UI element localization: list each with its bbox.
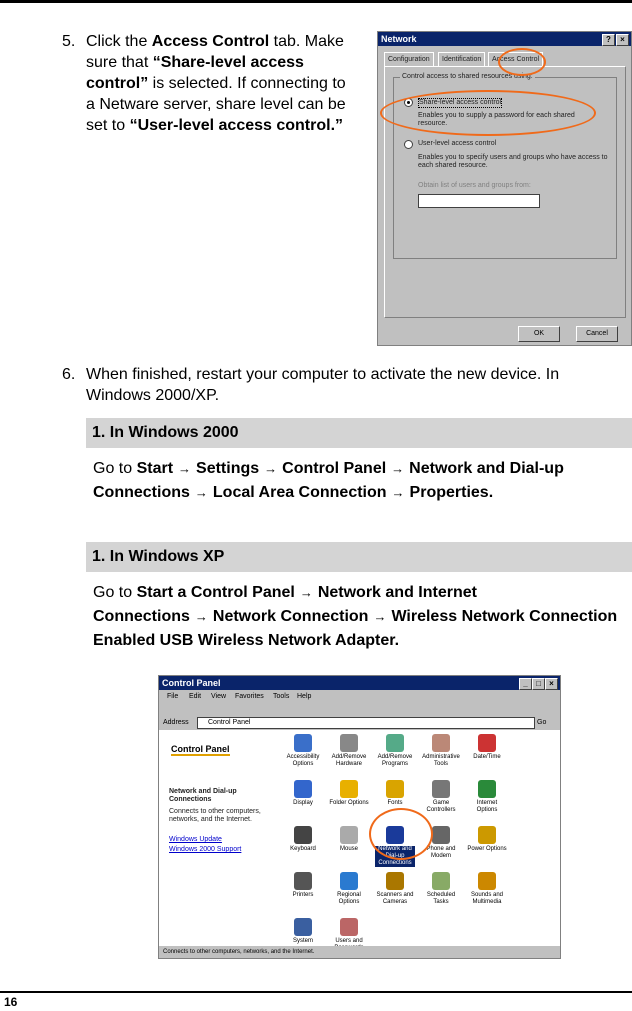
arrow-icon: → xyxy=(391,485,405,500)
bold-run: Network Connection xyxy=(212,608,369,625)
cp-item-add-remove-programs[interactable] xyxy=(375,734,415,768)
step-6-text: When finished, restart your computer to activate the new device. In Windows 2000/XP. xyxy=(86,366,560,404)
left-item: Network and Dial-up Connections xyxy=(169,788,237,803)
cp-item-regional-options[interactable] xyxy=(329,872,369,906)
cp-item-label: Users and xyxy=(335,938,363,944)
cp-item-label: Game Controllers xyxy=(426,800,456,813)
cp-item-icon xyxy=(294,918,312,936)
cp-item-label: Scheduled Tasks xyxy=(426,892,456,905)
maximize-icon[interactable]: □ xyxy=(532,678,545,690)
cp-item-icon xyxy=(294,872,312,890)
bold-run: Start a Control Panel xyxy=(136,584,295,601)
step-6 xyxy=(62,364,622,406)
window-title: Control Panel xyxy=(162,678,221,688)
text-run: Go to xyxy=(93,460,137,477)
cp-item-label: Accessibility Options xyxy=(286,754,320,767)
left-desc: Connects to other computers, networks, and the Internet. xyxy=(169,808,261,823)
cp-item-icon xyxy=(340,918,358,936)
step-number: 5. xyxy=(62,33,76,50)
tab-configuration[interactable]: Configuration xyxy=(384,52,434,67)
address-input[interactable]: Control Panel xyxy=(197,717,535,729)
cp-item-date-time[interactable] xyxy=(467,734,507,761)
obtain-label: Obtain list of users and groups from: xyxy=(418,182,531,189)
bold-run: Wireless Network Connection Enabled USB Wireless Network Adapter. xyxy=(93,608,618,649)
cp-item-icon xyxy=(294,826,312,844)
minimize-icon[interactable]: _ xyxy=(519,678,532,690)
cp-item-icon xyxy=(432,872,450,890)
cp-item-label: Folder Options xyxy=(329,800,369,806)
cp-item-display[interactable] xyxy=(283,780,323,807)
cp-item-icon xyxy=(478,872,496,890)
cp-item-label: Scanners and Cameras xyxy=(376,892,414,905)
title-bar xyxy=(378,32,631,46)
cp-item-administrative-tools[interactable] xyxy=(421,734,461,768)
control-panel-screenshot xyxy=(158,675,561,959)
arrow-icon: → xyxy=(178,461,192,476)
cp-item-icon xyxy=(432,734,450,752)
menu-help[interactable]: Help xyxy=(297,693,312,700)
arrow-icon: → xyxy=(194,485,208,500)
bold-run: Control Panel xyxy=(282,460,387,477)
obtain-input[interactable] xyxy=(418,194,540,208)
text-run: is selected. If connecting to a Netware server, share level can be set to xyxy=(86,75,346,134)
title-bar xyxy=(159,676,560,690)
toolbar-area xyxy=(159,690,560,730)
status-bar: Connects to other computers, networks, and the Internet. xyxy=(159,946,561,958)
cp-item-label: Regional Options xyxy=(337,892,361,905)
cp-item-power-options[interactable] xyxy=(467,826,507,853)
address-label: Address xyxy=(163,719,189,726)
arrow-icon: → xyxy=(264,461,278,476)
cp-item-system[interactable] xyxy=(283,918,323,945)
cp-item-folder-options[interactable] xyxy=(329,780,369,807)
arrow-icon: → xyxy=(373,609,387,624)
cp-item-icon xyxy=(386,780,404,798)
cp-item-label: Printers xyxy=(292,892,314,898)
windows-update-link[interactable]: Windows Update xyxy=(169,836,222,843)
tab-access-control[interactable]: Access Control xyxy=(488,52,543,67)
window-title: Network xyxy=(381,34,417,44)
go-button[interactable]: Go xyxy=(537,719,547,726)
share-level-desc: Enables you to supply a password for each shared resource. xyxy=(418,112,575,127)
step-number: 6. xyxy=(62,366,76,383)
cp-item-label: Mouse xyxy=(339,846,358,852)
header-text: 1. In Windows XP xyxy=(92,548,225,565)
user-level-radio[interactable] xyxy=(404,140,413,149)
menu-favorites[interactable]: Favorites xyxy=(235,693,264,700)
arrow-icon: → xyxy=(391,461,405,476)
cancel-button[interactable]: Cancel xyxy=(576,326,618,342)
step-5 xyxy=(62,31,352,136)
menu-tools[interactable]: Tools xyxy=(273,693,290,700)
cp-item-label: Add/Remove Programs xyxy=(377,754,413,767)
cp-item-label: Sounds and Multimedia xyxy=(470,892,504,905)
menu-view[interactable]: View xyxy=(211,693,227,700)
cp-item-keyboard[interactable] xyxy=(283,826,323,853)
cp-item-icon xyxy=(340,872,358,890)
help-icon[interactable]: ? xyxy=(602,34,615,46)
close-icon[interactable]: × xyxy=(616,34,629,46)
highlight-ellipse-network xyxy=(369,808,433,860)
cp-item-internet-options[interactable] xyxy=(467,780,507,814)
left-pane xyxy=(159,732,279,946)
cp-item-label: Network and Dial-up Connections xyxy=(375,846,415,867)
text-run: tab. Make sure that xyxy=(86,33,344,71)
bold-run: Access Control xyxy=(151,33,270,50)
cp-item-label: Date/Time xyxy=(473,754,501,760)
cp-item-icon xyxy=(340,780,358,798)
cp-item-sounds-and-multimedia[interactable] xyxy=(467,872,507,906)
highlight-ellipse-option xyxy=(380,90,596,136)
cp-item-icon xyxy=(386,734,404,752)
cp-item-icon xyxy=(478,780,496,798)
support-link[interactable]: Windows 2000 Support xyxy=(169,846,242,853)
cp-item-label: Add/Remove Hardware xyxy=(331,754,367,767)
cp-item-scheduled-tasks[interactable] xyxy=(421,872,461,906)
cp-item-fonts[interactable] xyxy=(375,780,415,807)
cp-item-icon xyxy=(478,734,496,752)
step-5-text xyxy=(86,31,352,136)
menu-file[interactable]: File xyxy=(167,693,179,700)
arrow-icon: → xyxy=(299,585,313,600)
cp-item-icon xyxy=(340,826,358,844)
group-label: Control access to shared resources using: xyxy=(402,73,533,80)
left-title: Control Panel xyxy=(171,744,230,754)
user-level-desc: Enables you to specify users and groups who have access to each shared resource. xyxy=(418,154,608,169)
cp-item-icon xyxy=(432,826,450,844)
cp-item-icon xyxy=(294,780,312,798)
network-dialog-screenshot xyxy=(377,31,632,346)
cp-item-icon xyxy=(340,734,358,752)
tab-identification[interactable]: Identification xyxy=(438,52,485,67)
cp-item-icon xyxy=(386,872,404,890)
cp-item-label: Internet Options xyxy=(476,800,498,813)
bold-run: Settings xyxy=(196,460,260,477)
bold-run: Local Area Connection xyxy=(212,484,387,501)
cp-item-label: Display xyxy=(293,800,313,806)
header-text: 1. In Windows 2000 xyxy=(92,424,239,441)
cp-item-accessibility-options[interactable] xyxy=(283,734,323,768)
arrow-icon: → xyxy=(194,609,208,624)
cp-item-scanners-and-cameras[interactable] xyxy=(375,872,415,906)
bold-run: Start xyxy=(136,460,174,477)
cp-item-label: Phone and Modem xyxy=(426,846,456,859)
cp-item-icon xyxy=(478,826,496,844)
ok-button[interactable]: OK xyxy=(518,326,560,342)
footer-rule xyxy=(0,991,632,993)
bold-run: “User-level access control.” xyxy=(129,117,344,134)
cp-item-game-controllers[interactable] xyxy=(421,780,461,814)
cp-item-label: Administrative Tools xyxy=(422,754,460,767)
cp-item-label: Fonts xyxy=(387,800,403,806)
text-run: Click the xyxy=(86,33,152,50)
menu-edit[interactable]: Edit xyxy=(189,693,202,700)
bold-run: Network and Internet Connections xyxy=(93,584,477,625)
text-run: Go to xyxy=(93,584,137,601)
highlight-ellipse-tab xyxy=(498,48,546,76)
cp-item-mouse[interactable] xyxy=(329,826,369,853)
winxp-instructions xyxy=(93,581,632,653)
top-rule xyxy=(0,0,632,3)
share-level-label: Share-level access control xyxy=(419,99,502,106)
win2000-instructions: Go to Start → Settings → Control Panel → Network and Dial-up Connections → Local Area Connection → Properties. xyxy=(93,460,564,501)
section-header-winxp xyxy=(86,542,632,572)
cp-item-icon xyxy=(294,734,312,752)
cp-item-add-remove-hardware[interactable] xyxy=(329,734,369,768)
bold-run: Properties xyxy=(409,484,489,501)
cp-item-label: Keyboard xyxy=(290,846,316,852)
bold-run: Network and Dial-up Connections xyxy=(93,460,564,501)
close-icon[interactable]: × xyxy=(545,678,558,690)
cp-item-printers[interactable] xyxy=(283,872,323,899)
section-header-win2000 xyxy=(86,418,632,448)
user-level-label: User-level access control xyxy=(418,140,497,147)
cp-item-label: System xyxy=(292,938,313,944)
cp-item-icon xyxy=(432,780,450,798)
bold-run: “Share-level access control” xyxy=(86,54,304,92)
page-number: 16 xyxy=(4,995,18,1009)
cp-item-label: Power Options xyxy=(467,846,507,852)
